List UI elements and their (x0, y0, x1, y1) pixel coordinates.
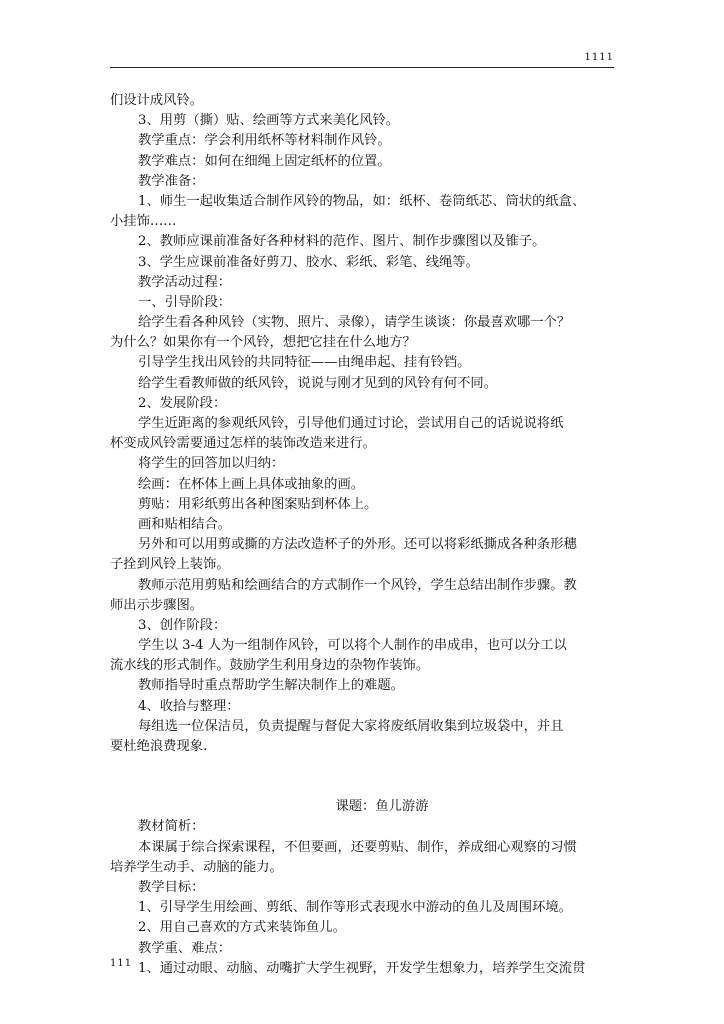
lesson-title: 课题：鱼儿游游 (335, 799, 429, 815)
text-line: 子拴到风铃上装饰。 (110, 557, 230, 573)
text-line: 将学生的回答加以归纳： (138, 456, 285, 472)
text-line: 教学活动过程： (138, 274, 232, 290)
text-line: 本课属于综合探索课程，不但要画，还要剪贴、制作，养成细心观察的习惯 (138, 839, 577, 855)
text-line: 剪贴：用彩纸剪出各种图案贴到杯体上。 (138, 496, 378, 512)
text-line: 3、创作阶段： (138, 617, 227, 633)
text-line: 教学重点：学会利用纸杯等材料制作风铃。 (138, 133, 391, 149)
text-line: 培养学生动手、动脑的能力。 (110, 859, 283, 875)
text-line: 教学准备： (138, 173, 205, 189)
text-line: 3、用剪（撕）贴、绘画等方式来美化风铃。 (138, 113, 400, 129)
text-line: 流水线的形式制作。鼓励学生利用身边的杂物作装饰。 (110, 658, 430, 674)
text-line: 师出示步骤图。 (110, 597, 204, 613)
text-line: 教学目标： (138, 879, 205, 895)
text-line: 2、用自己喜欢的方式来装饰鱼儿。 (138, 920, 346, 936)
text-line: 学生以 3-4 人为一组制作风铃，可以将个人制作的串成串，也可以分工以 (138, 638, 567, 654)
text-line: 1、引导学生用绘画、剪纸、制作等形式表现水中游动的鱼儿及周围环境。 (138, 900, 572, 916)
footer-page-number: 111 (110, 958, 133, 969)
text-line: 画和贴相结合。 (138, 516, 232, 532)
text-line: 为什么？如果你有一个风铃，想把它挂在什么地方？ (110, 335, 416, 351)
text-line: 给学生看各种风铃（实物、照片、录像），请学生谈谈：你最喜欢哪一个？ (138, 315, 571, 331)
text-line: 教材简析： (138, 819, 205, 835)
text-line: 教师指导时重点帮助学生解决制作上的难题。 (138, 678, 404, 694)
text-line: 引导学生找出风铃的共同特征——由绳串起、挂有铃铛。 (138, 355, 471, 371)
header-rule (110, 67, 614, 68)
text-line: 小挂饰…… (110, 214, 177, 230)
text-line: 4、收拾与整理： (138, 698, 240, 714)
text-line: 2、教师应课前准备好各种材料的范作、图片、制作步骤图以及锥子。 (138, 234, 546, 250)
document-body (110, 91, 614, 979)
text-line: 要杜绝浪费现象. (110, 739, 208, 754)
text-line: 们设计成风铃。 (110, 93, 204, 108)
text-line: 教师示范用剪贴和绘画结合的方式制作一个风铃，学生总结出制作步骤。教 (138, 577, 577, 593)
text-line: 另外和可以用剪或撕的方法改造杯子的外形。还可以将彩纸撕成各种条形穗 (138, 537, 577, 553)
text-line: 教学难点：如何在细绳上固定纸杯的位置。 (138, 153, 391, 169)
text-line: 给学生看教师做的纸风铃，说说与刚才见到的风铃有何不同。 (138, 375, 498, 391)
text-line: 教学重、难点： (138, 940, 232, 956)
text-line: 学生近距离的参观纸风铃，引导他们通过讨论，尝试用自己的话说说将纸 (138, 416, 564, 431)
text-line: 1、师生一起收集适合制作风铃的物品，如：纸杯、卷筒纸芯、筒状的纸盒、 (138, 193, 586, 209)
text-line: 1、通过动眼、动脑、动嘴扩大学生视野，开发学生想象力，培养学生交流贯 (138, 960, 586, 976)
text-line: 杯变成风铃需要通过怎样的装饰改造来进行。 (110, 436, 376, 452)
text-line: 一、引导阶段： (138, 294, 232, 310)
header-page-label: 1111 (584, 52, 614, 63)
text-line: 每组选一位保洁员，负责提醒与督促大家将废纸屑收集到垃圾袋中，并且 (138, 718, 564, 734)
text-line: 2、发展阶段： (138, 395, 227, 411)
text-line: 3、学生应课前准备好剪刀、胶水、彩纸、彩笔、线绳等。 (138, 254, 479, 270)
text-line: 绘画：在杯体上画上具体或抽象的画。 (138, 476, 365, 492)
section-gap (110, 757, 614, 797)
